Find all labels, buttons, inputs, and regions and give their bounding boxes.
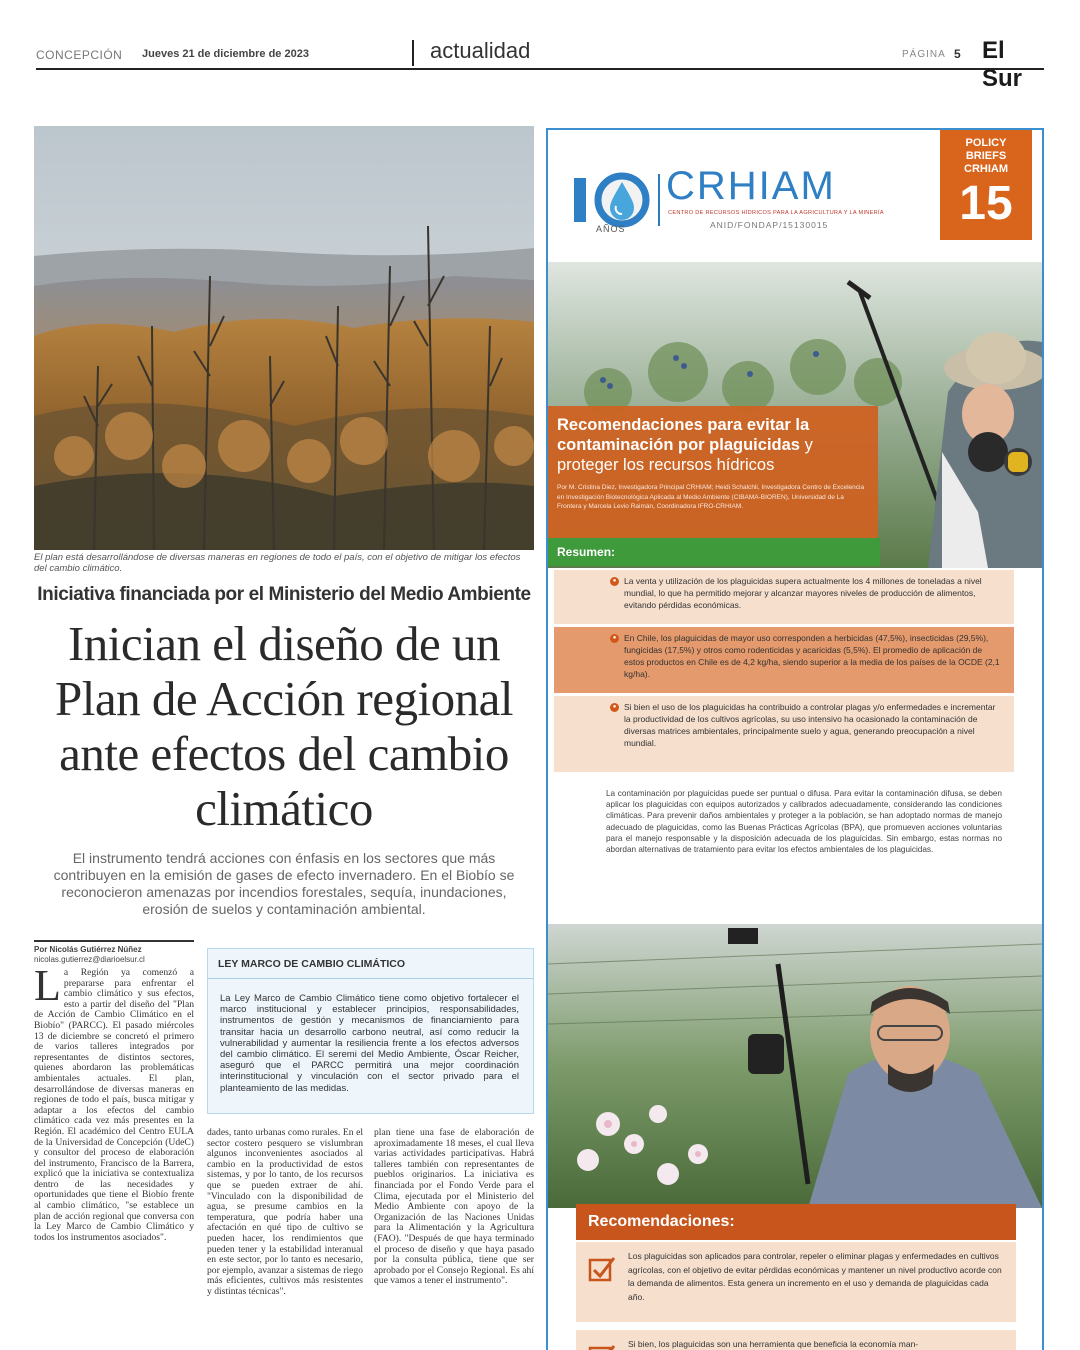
checkbox-check-icon [588,1342,616,1350]
byline [34,940,194,965]
recomendaciones-heading: Recomendaciones: [576,1204,1016,1240]
forest-landscape-photo [34,126,534,550]
badge-number: 15 [959,177,1013,230]
brief-title-light: y proteger los recursos hídricos [557,436,813,474]
policy-brief-insert [546,128,1044,1350]
recommendation-text: Los plaguicidas son aplicados para controlar, repeler o eliminar plagas y enfermedades en cultivos agrícolas, con el objetivo de evitar pérdidas económicas y mantener un nivel productivo acorde con la demanda de alimentos. Esta genera un incremento en el uso y demanda de plaguicidas cada año. [628,1251,1002,1302]
article-headline: Inician el diseño de un Plan de Acción regional ante efectos del cambio climático [55,616,513,836]
dropcap: L [34,968,61,1010]
summary-text: Si bien el uso de los plaguicidas ha contribuido a controlar plagas y/o enfermedades e incrementar la productividad de los cultivos agrícolas, su uso intensivo ha ocasionado la contaminación de diversas matrices ambientales, principalmente suelo y agua, generando preocupación a nivel mundial. [624,702,996,748]
bullet-icon: ● [610,577,619,586]
article-column-1 [34,968,194,1350]
page-header [36,36,1044,92]
byline-email: nicolas.gutierrez@diarioelsur.cl [34,955,145,964]
badge-label: POLICY BRIEFS CRHIAM [964,137,1008,175]
article-column-2: dades, tanto urbanas como rurales. En el sector costero pesquero se vislumbran algunos inconvenientes asociados al cambio en la productividad de estos sistemas, y por lo tanto, de los recursos que se pueden extraer de ahí. "Vinculado con la disponibilidad de agua, se presume cambios en la temperatura, que podría haber una afectación en qué tipo de cultivo se pueden hacer, los rendimientos que pueden tener y la estabilidad interanual en este sector, por lo tanto es necesario, por ejemplo, avanzar a sistemas de riego más eficientes, cultivos más resistentes y distintas técnicas". [207,1128,363,1297]
header-section: actualidad [430,38,531,63]
policy-brief-badge [940,128,1032,240]
header-page-number: 5 [954,47,961,61]
sidebar-title: LEY MARCO DE CAMBIO CLIMÁTICO [208,949,533,979]
article-deck: El instrumento tendrá acciones con énfasis en los sectores que más contribuyen en la emisión de gases de efecto invernadero. En el Biobío se reconocieron amenazas por incendios forestales, sequía, inundaciones, erosión de suelos y contaminación ambiental. [53,850,515,917]
logo-fullname: CENTRO DE RECURSOS HÍDRICOS PARA LA AGRICULTURA Y LA MINERÍA [668,210,884,216]
summary-item [554,627,1014,693]
bullet-icon: ● [610,703,619,712]
logo-anos: AÑOS [596,224,626,234]
summary-item [554,696,1014,772]
header-date: Jueves 21 de diciembre de 2023 [142,48,309,60]
researcher-orchard-photo [548,924,1042,1208]
logo-code: ANID/FONDAP/15130015 [710,220,829,230]
recommendation-item [576,1242,1016,1322]
photo-caption: El plan está desarrollándose de diversas maneras en regiones de todo el país, con el objetivo de mitigar los efectos del cambio climático. [34,552,521,574]
bullet-icon: ● [610,634,619,643]
logo-name: CRHIAM [666,164,836,208]
article-column-3: plan tiene una fase de elaboración de aproximadamente 18 meses, el cual lleva varias actividades participativas. Habrá talleres también con representantes de pueblos originarios. La iniciativa es financiada por el Fondo Verde para el Clima, ejecutada por el Ministerio del Medio Ambiente con apoyo de la Organización de las Naciones Unidas para la Alimentación y la Agricultura (FAO). "Después de que haya terminado el proceso de diseño y que haya pasado por la consulta pública, tiene que ser aprobado por el Consejo Regional. Es ahí que vamos a tener el instrumento". [374,1128,534,1287]
column-1-text: a Región ya comenzó a prepararse para enfrentar el cambio climático y sus efectos, esto a partir del diseño del "Plan de Acción de Cambio Climático en el Biobío" (PARCC). El pasado miércoles 13 de diciembre se concretó el primero de varios talleres integrados por representantes de distintos sectores, quienes abordaron las problemáticas ambientales actuales. El plan, desarrollándose de diversas maneras en regiones de todo el país, busca mitigar y adaptar a los efectos del cambio climático cada vez más presentes en la Región. El académico del Centro EULA de la Universidad de Concepción (UdeC) y consultor del proceso de elaboración del instrumento, Francisco de la Barrera, explicó que la iniciativa se contextualiza dentro de las necesidades y oportunidades que tiene el Biobío frente al cambio climático, "se establece un plan de acción regional que conversa con la Ley Marco de Cambio Climático y todos los instrumentos asociados". [34,968,194,1243]
brief-title-bold: Recomendaciones para evitar la contaminación por plaguicidas [557,416,810,454]
summary-item [554,570,1014,624]
brief-title [557,415,870,475]
brief-paragraph: La contaminación por plaguicidas puede ser puntual o difusa. Para evitar la contaminación difusa, se deben aplicar los plaguicidas con equipos autorizados y calibrados adecuadamente, considerando las condiciones climáticas. Para prevenir daños ambientales y proteger a la población, se han adoptado normas de manejo adecuado de plaguicidas, como las Buenas Prácticas Agrícolas (BPA), que promueven acciones voluntarias para el manejo responsable y la disposición adecuada de los plaguicidas. Sin embargo, estas normas no abordan alternativas de tratamiento para evitar los efectos ambientales de los plaguicidas. [606,789,1002,855]
sidebar-box [207,948,534,1114]
header-divider [412,40,414,66]
header-city: CONCEPCIÓN [36,48,123,62]
article-kicker: Iniciativa financiada por el Ministerio del Medio Ambiente [37,584,531,605]
crhiam-logo [570,166,930,242]
recommendation-item [576,1330,1016,1350]
checkbox-check-icon [588,1254,616,1282]
logo-divider [658,174,660,226]
summary-text: La venta y utilización de los plaguicidas supera actualmente los 4 millones de toneladas a nivel mundial, lo que ha permitido mejorar y alcanzar mayores niveles de producción de alimentos, evitando pérdidas económicas. [624,576,982,610]
sidebar-text: La Ley Marco de Cambio Climático tiene como objetivo fortalecer el marco institucional y establecer principios, responsabilidades, instrumentos de gestión y mecanismos de financiamiento para transitar hacia un desarrollo carbono neutral, así como reducir la vulnerabilidad y aumentar la resiliencia frente a los efectos adversos del cambio climático. El seremi del Medio Ambiente, Óscar Reicher, aseguró que el PARCC permitirá una mejor coordinación interinstitucional y vinculación con el sector privado para el planteamiento de las medidas. [220,993,519,1094]
header-page-label: PÁGINA [902,49,946,60]
byline-author: Por Nicolás Gutiérrez Núñez [34,945,142,954]
newspaper-brand: El Sur [982,37,1023,92]
brief-authors: Por M. Cristina Diez, Investigadora Principal CRHIAM; Heidi Schalchli, Investigadora Centro de Excelencia en Investigación Biotecnológica Aplicada al Medio Ambiente (CIBAMA-BIOREN), Universidad de La Frontera y Marcela Levio Raimán, Coordinadora IFRO-CRHIAM. [557,484,865,510]
summary-text: En Chile, los plaguicidas de mayor uso corresponden a herbicidas (47,5%), insecticidas (29,5%), fungicidas (17,5%) y otros como rodenticidas y acaricidas (5,5%). El promedio de aplicación de estos productos en Chile es de 4,2 kg/ha, siendo superior a la media de los países de la OCDE (2,1 kg/ha). [624,633,1000,679]
recommendation-text: Si bien, los plaguicidas son una herramienta que beneficia la economía man- [628,1339,919,1349]
resumen-heading: Resumen: [548,538,880,566]
